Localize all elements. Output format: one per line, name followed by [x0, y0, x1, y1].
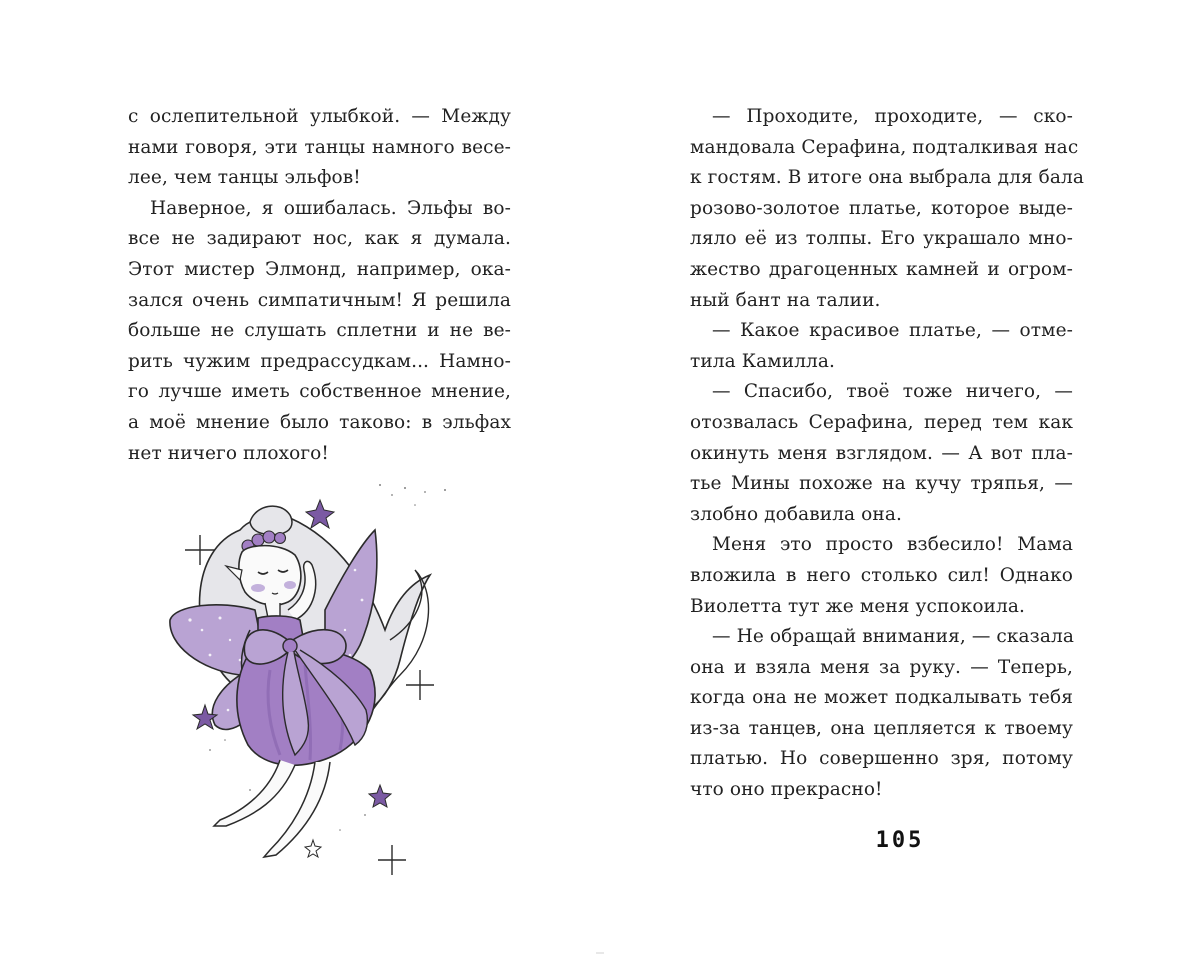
text-line: ляло её из толпы. Его украшало мно-: [690, 228, 1073, 250]
fairy-illustration: [130, 470, 480, 910]
text-line: жество драгоценных камней и огром-: [690, 258, 1073, 280]
text-line: вложила в него столько сил! Однако: [690, 564, 1073, 586]
right-page: [600, 0, 1200, 957]
text-line: с ослепительной улыбкой. — Между: [128, 106, 511, 127]
text-line: — Проходите, проходите, — ско-: [712, 106, 1073, 127]
text-line: Этот мистер Элмонд, например, ока-: [128, 258, 511, 280]
text-line: когда она не может подкалывать тебя: [690, 687, 1073, 709]
right-page-text: [690, 102, 1085, 806]
text-line: рить чужим предрассудкам... Намно-: [128, 350, 511, 372]
left-page-text: [128, 102, 511, 469]
page-number: 105: [875, 828, 925, 853]
text-line: Наверное, я ошибалась. Эльфы во-: [150, 197, 511, 219]
text-line: к гостям. В итоге она выбрала для бала: [690, 167, 1085, 189]
text-line: отозвалась Серафина, перед тем как: [690, 411, 1073, 433]
fairy-leg: [214, 760, 295, 826]
text-line: — Спасибо, твоё тоже ничего, —: [712, 381, 1073, 403]
text-line: тье Мины похоже на кучу тряпья, —: [690, 473, 1073, 495]
text-line: а моё мнение было таково: в эльфах: [128, 411, 511, 433]
text-line: Виолетта тут же меня успокоила.: [690, 595, 1025, 617]
text-line: мандовала Серафина, подталкивая нас: [690, 136, 1079, 158]
text-line: — Какое красивое платье, — отме-: [712, 320, 1073, 342]
text-line: злобно добавила она.: [690, 503, 902, 525]
text-line: что оно прекрасно!: [690, 779, 883, 801]
text-line: все не задирают нос, как я думала.: [128, 228, 511, 250]
text-line: нами говоря, эти танцы намного весе-: [128, 136, 511, 158]
text-line: окинуть меня взглядом. — А вот пла-: [690, 442, 1073, 464]
text-line: больше не слушать сплетни и не ве-: [128, 320, 511, 342]
text-line: ный бант на талии.: [690, 289, 881, 311]
text-line: нет ничего плохого!: [128, 442, 329, 464]
text-line: — Не обращай внимания, — сказала: [712, 626, 1074, 648]
text-line: зался очень симпатичным! Я решила: [128, 289, 511, 311]
fairy-hair-bun: [250, 506, 292, 535]
text-line: из-за танцев, она цепляется к твоему: [690, 717, 1073, 739]
text-line: она и взяла меня за руку. — Теперь,: [690, 656, 1073, 678]
fairy-cheek: [251, 584, 265, 592]
text-line: лее, чем танцы эльфов!: [128, 167, 361, 189]
page-fold-mark: [596, 952, 604, 954]
fairy-cheek: [284, 581, 296, 589]
text-line: тила Камилла.: [690, 350, 836, 372]
text-line: розово-золотое платье, которое выде-: [690, 197, 1073, 219]
text-line: платью. Но совершенно зря, потому: [690, 748, 1073, 770]
fairy-face: [239, 546, 301, 605]
text-line: Меня это просто взбесило! Мама: [712, 534, 1073, 556]
text-line: го лучше иметь собственное мнение,: [128, 381, 511, 403]
